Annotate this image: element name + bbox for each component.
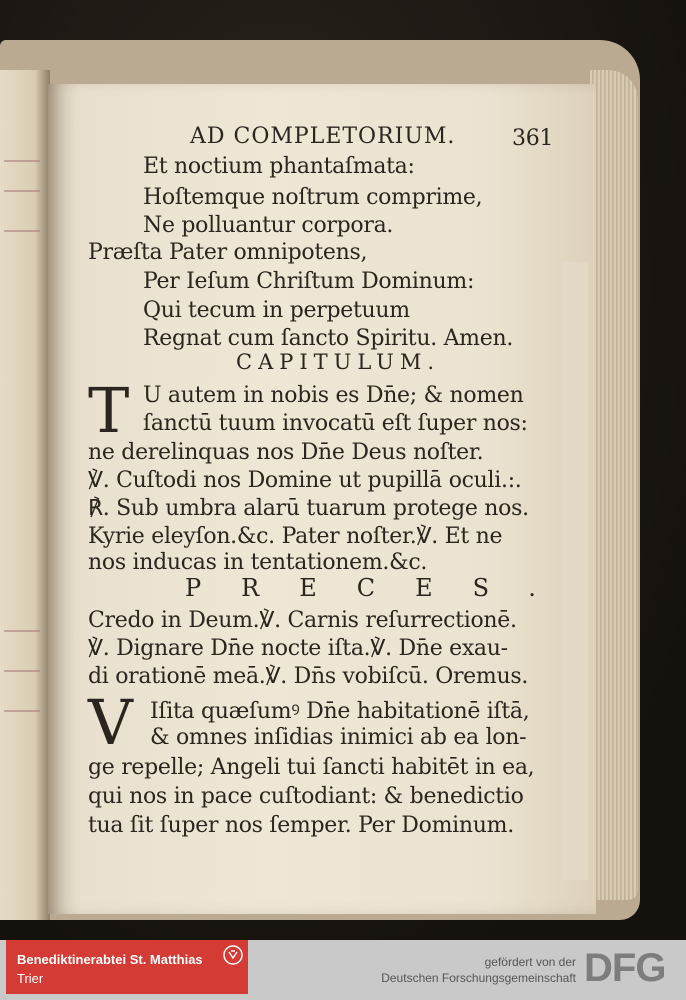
running-head: AD COMPLETORIUM. xyxy=(190,124,456,149)
hymn-line: Hoſtemque noſtrum comprime, xyxy=(143,185,483,210)
capitulum-line: ne derelinquas nos Dn̄e Deus noſter. xyxy=(88,440,484,465)
hymn-line: Et noctium phantaſmata: xyxy=(143,154,415,179)
institution-name[interactable]: Benediktinerabtei St. Matthias xyxy=(17,952,203,967)
hymn-line: Præſta Pater omnipotens, xyxy=(88,240,368,265)
left-page-fragment xyxy=(0,70,50,920)
preces-line: Credo in Deum.℣. Carnis reſurrectionē. xyxy=(88,608,517,633)
dfg-logo[interactable]: DFG xyxy=(584,946,666,990)
abbey-logo-icon xyxy=(222,944,244,966)
drop-cap-v: V xyxy=(88,686,133,759)
capitulum-line: U autem in nobis es Dn̄e; & nomen xyxy=(143,383,524,408)
paper-repair-patch xyxy=(562,262,588,880)
preces-heading: PRECES. xyxy=(185,574,576,602)
hymn-line: Qui tecum in perpetuum xyxy=(143,298,410,323)
capitulum-line: ſanctū tuum invocatū eſt ſuper nos: xyxy=(143,411,528,436)
versicle-line: ℣. Cuſtodi nos Domine ut pupillā oculi.:. xyxy=(88,468,522,493)
hymn-line: Regnat cum ſancto Spiritu. Amen. xyxy=(143,326,514,351)
response-line: ℟. Sub umbra alarū tuarum protege nos. xyxy=(88,496,529,521)
preces-line: di orationē meā.℣. Dn̄s vobiſcū. Oremus. xyxy=(88,664,529,689)
hymn-line: Ne polluantur corpora. xyxy=(143,213,394,238)
hymn-line: Per Ieſum Chriſtum Dominum: xyxy=(143,269,475,294)
capitulum-line: nos inducas in tentationem.&c. xyxy=(88,550,428,575)
funder-caption: gefördert von der xyxy=(484,955,576,969)
capitulum-line: Kyrie eleyſon.&c. Pater noſter.℣. Et ne xyxy=(88,524,503,549)
page-fore-edge xyxy=(590,70,638,900)
oratio-line: tua ſit ſuper nos ſemper. Per Dominum. xyxy=(88,813,514,838)
funder-name: Deutschen Forschungsgemeinschaft xyxy=(381,971,576,985)
oratio-line: Iſita quæſumꝰ Dn̄e habitationē iſtā, xyxy=(150,699,530,724)
drop-cap-t: T xyxy=(88,374,130,447)
capitulum-heading: CAPITULUM. xyxy=(236,350,441,374)
institution-city: Trier xyxy=(17,971,44,986)
oratio-line: qui nos in pace cuſtodiant: & benedictio xyxy=(88,784,524,809)
page-number: 361 xyxy=(512,126,554,151)
oratio-line: ge repelle; Angeli tui ſancti habitēt in ea, xyxy=(88,755,535,780)
oratio-line: & omnes inſidias inimici ab ea lon- xyxy=(150,725,527,750)
preces-line: ℣. Dignare Dn̄e nocte iſta.℣. Dn̄e exau- xyxy=(88,636,508,661)
